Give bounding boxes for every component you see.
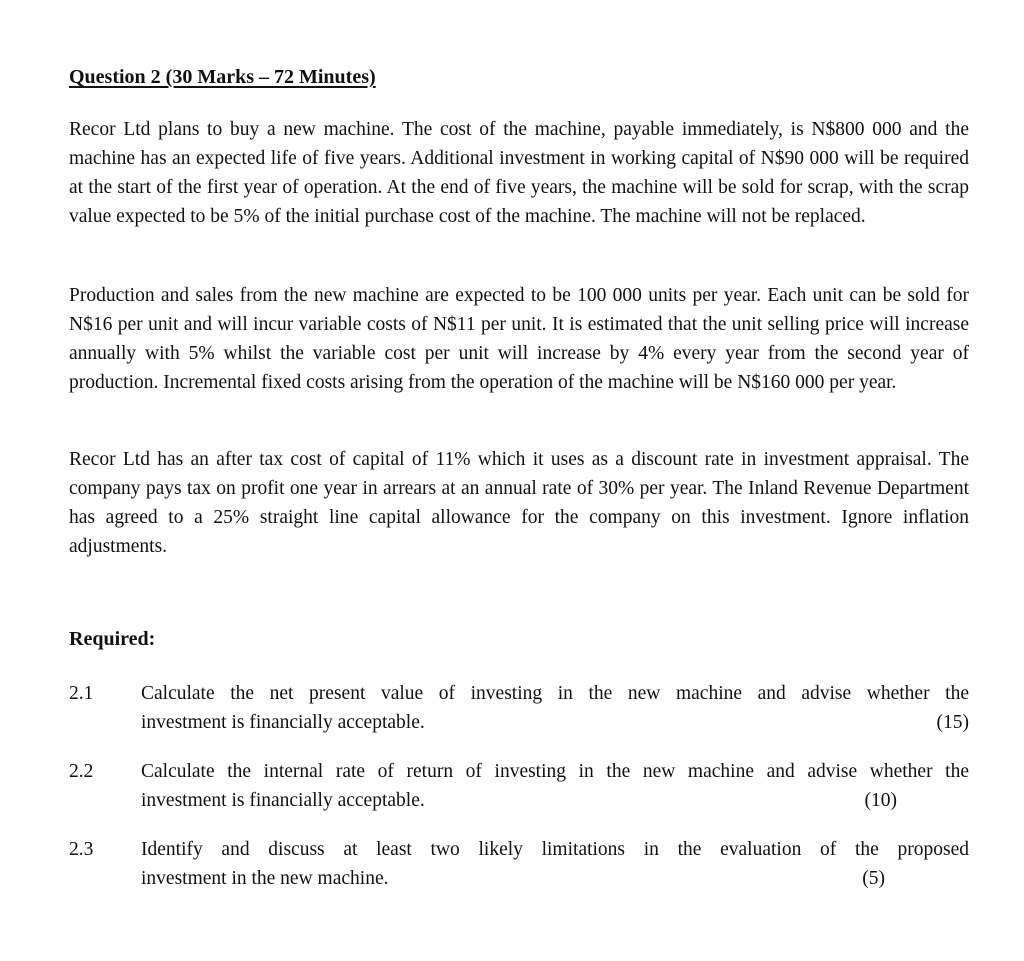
question-2-2-line2: investment is financially acceptable. (141, 790, 425, 811)
question-item-2-2 (141, 757, 969, 815)
question-2-1-marks: (15) (936, 712, 969, 733)
question-2-1-line2-row (141, 708, 969, 737)
question-2-3-marks: (5) (862, 868, 885, 889)
question-item-2-1 (141, 679, 969, 737)
question-2-2-marks: (10) (864, 790, 897, 811)
question-number-2-3: 2.3 (69, 839, 94, 860)
paragraph-machine-cost: Recor Ltd plans to buy a new machine. The cost of the machine, payable immediately, is N$800 000 and the machine has an expected life of five years. Additional investment in working capital of N$90 000 will be required at the start of the first year of operation. At the end of five years, the machine will be sold for scrap, with the scrap value expected to be 5% of the initial purchase cost of the machine. The machine will not be replaced. (69, 119, 969, 227)
question-2-3-line2: investment in the new machine. (141, 868, 389, 889)
question-2-1-line1: Calculate the net present value of investing in the new machine and advise whether the (141, 683, 969, 704)
question-2-2-line1: Calculate the internal rate of return of investing in the new machine and advise whether the (141, 761, 969, 782)
question-item-2-3 (141, 835, 969, 893)
question-number-2-1: 2.1 (69, 683, 94, 704)
question-2-2-line2-row (141, 786, 969, 815)
question-2-3-line2-row (141, 864, 969, 893)
question-title: Question 2 (30 Marks – 72 Minutes) (69, 66, 376, 88)
question-number-2-2: 2.2 (69, 761, 94, 782)
question-2-3-line1: Identify and discuss at least two likely limitations in the evaluation of the proposed (141, 839, 969, 860)
paragraph-cost-of-capital: Recor Ltd has an after tax cost of capital of 11% which it uses as a discount rate in investment appraisal. The company pays tax on profit one year in arrears at an annual rate of 30% per year. The Inland Revenue Department has agreed to a 25% straight line capital allowance for the company on this investment. Ignore inflation adjustments. (69, 449, 969, 557)
required-heading: Required: (69, 628, 156, 650)
question-2-1-line2: investment is financially acceptable. (141, 712, 425, 733)
paragraph-production-sales: Production and sales from the new machine are expected to be 100 000 units per year. Each unit can be sold for N$16 per unit and will incur variable costs of N$11 per unit. It is estimated that the unit selling price will increase annually with 5% whilst the variable cost per unit will increase by 4% every year from the second year of production. Incremental fixed costs arising from the operation of the machine will be N$160 000 per year. (69, 285, 969, 393)
